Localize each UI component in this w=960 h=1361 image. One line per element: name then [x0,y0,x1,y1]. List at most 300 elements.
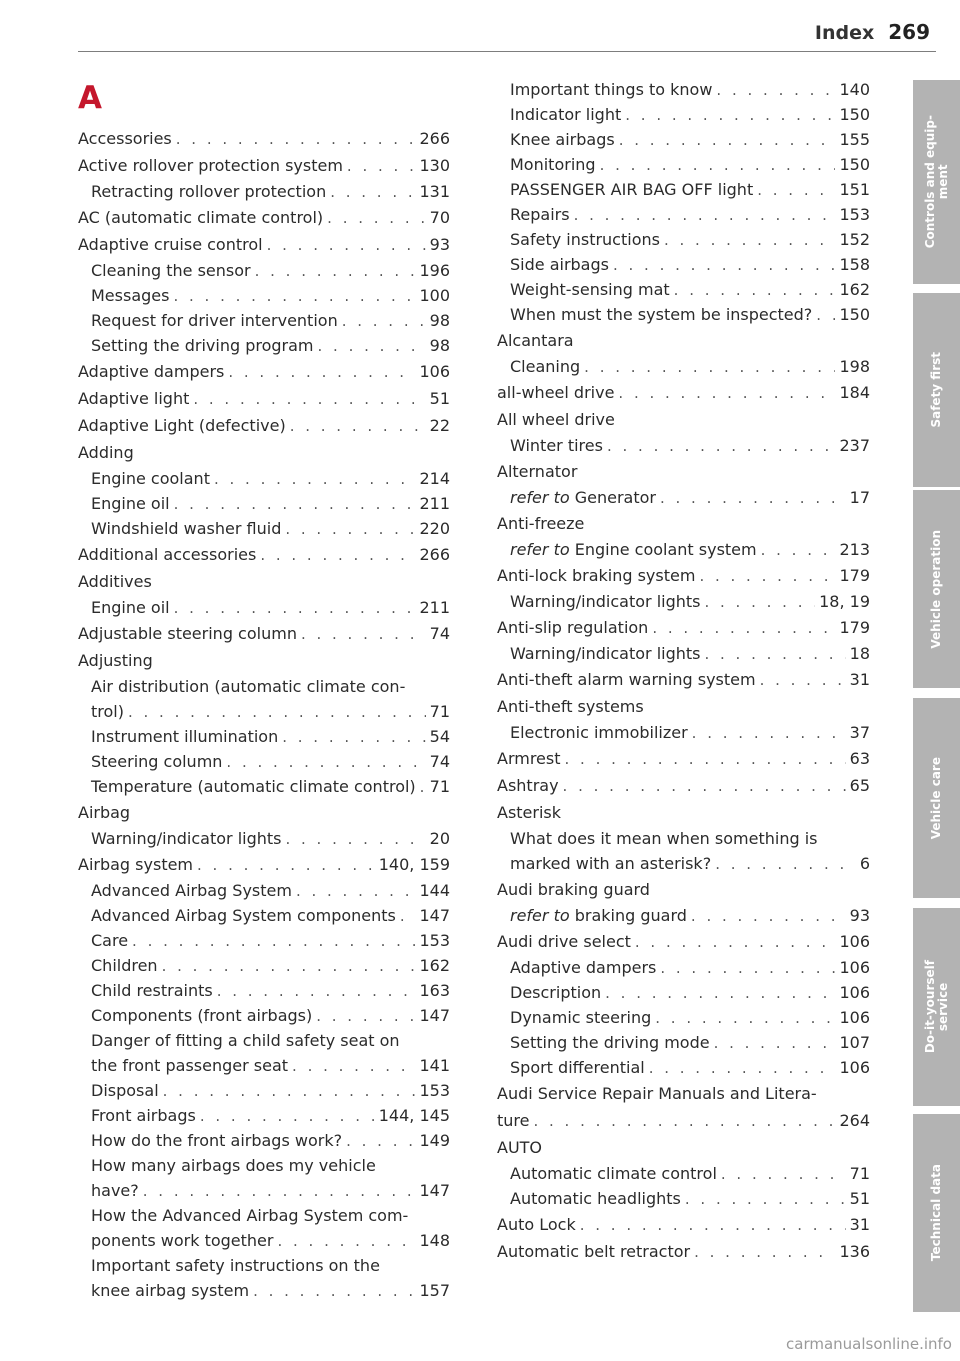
index-entry [497,380,870,406]
entry-label: Automatic climate control [510,1164,717,1183]
index-entry [78,359,450,385]
header-title: Index [814,22,875,44]
index-entry [78,386,450,412]
chapter-tab-label: Controls and equip- ment [922,115,950,249]
entry-label: Winter tires [510,436,603,455]
dot-leader [715,852,856,877]
index-entry [497,1005,870,1030]
chapter-tab[interactable] [913,293,960,487]
header-rule [78,51,936,52]
dot-leader [600,153,836,178]
chapter-tab-label: Safety first [929,352,943,428]
entry-label: Alcantara [497,331,574,350]
index-entry [497,459,870,485]
entry-page: 107 [839,1033,870,1052]
entry-page: 6 [859,854,870,873]
dot-leader [660,486,846,511]
index-entry [78,749,450,774]
entry-page: 31 [849,1215,870,1234]
entry-label: Safety instructions [510,230,660,249]
dot-leader [565,746,846,772]
dot-leader [292,1054,415,1079]
dot-leader [327,205,425,231]
index-entry [497,1239,870,1265]
index-entry [497,1212,870,1238]
entry-page: 153 [419,931,450,950]
entry-label [510,485,656,510]
index-entry [497,328,870,354]
entry-label: Adjustable steering column [78,624,297,643]
dot-leader [619,128,836,153]
entry-label: Electronic immobilizer [510,723,688,742]
entry-page: 74 [429,624,450,643]
index-entry [497,746,870,772]
index-entry [78,1003,450,1028]
index-entry [78,1178,450,1203]
entry-label: Armrest [497,749,561,768]
entry-label: How the Advanced Airbag System com- [91,1206,409,1225]
entry-label: Adaptive dampers [78,362,225,381]
dot-leader [346,1129,415,1154]
entry-page: 211 [419,494,450,513]
entry-page: 106 [839,983,870,1002]
entry-label: How many airbags does my vehicle [91,1156,376,1175]
entry-page: 93 [849,906,870,925]
index-entry [497,667,870,693]
index-entry [78,903,450,928]
dot-leader [400,904,416,929]
cross-reference-prefix: refer to [510,488,570,507]
dot-leader [318,334,426,359]
dot-leader [607,434,835,459]
dot-leader [285,517,415,542]
entry-page: 140 [839,80,870,99]
index-entry [78,1028,450,1053]
entry-label: Additives [78,572,152,591]
entry-page: 152 [839,230,870,249]
entry-label: Side airbags [510,255,609,274]
index-entry [78,1253,450,1278]
entry-page: 93 [429,235,450,254]
dot-leader [674,278,836,303]
dot-leader [694,1239,835,1265]
entry-page: 22 [429,416,450,435]
dot-leader [652,615,835,641]
entry-label: Important things to know [510,80,713,99]
index-entry [78,126,450,152]
index-column-right [497,77,870,1265]
entry-label: Warning/indicator lights [91,829,282,848]
dot-leader [347,153,416,179]
dot-leader [574,203,836,228]
index-entry [497,537,870,562]
dot-leader [816,303,835,328]
dot-leader [200,1104,375,1129]
entry-label: Air distribution (automatic climate con- [91,677,406,696]
dot-leader [282,725,425,750]
index-entry [78,800,450,826]
entry-label: Care [91,931,129,950]
entry-label: Anti-theft systems [497,697,644,716]
entry-label: Alternator [497,462,578,481]
entry-page: 150 [839,155,870,174]
chapter-tab-label: Technical data [929,1164,943,1262]
entry-page: 214 [419,469,450,488]
index-entry [78,1128,450,1153]
index-entry [78,283,450,308]
entry-label: Repairs [510,205,570,224]
index-entry [497,1186,870,1211]
entry-label: How do the front airbags work? [91,1131,343,1150]
entry-label: Disposal [91,1081,159,1100]
index-entry [78,878,450,903]
dot-leader [420,775,426,800]
entry-page: 157 [419,1281,450,1300]
dot-leader [635,929,836,955]
entry-label: Automatic headlights [510,1189,681,1208]
entry-page: 106 [839,1008,870,1027]
entry-page: 17 [849,488,870,507]
entry-label: Asterisk [497,803,562,822]
cross-reference-prefix: refer to [510,540,570,559]
entry-label: Children [91,956,158,975]
dot-leader [316,1004,415,1029]
entry-page: 136 [839,1242,870,1261]
index-entry [78,205,450,231]
entry-page: 141 [419,1056,450,1075]
index-entry [497,1030,870,1055]
entry-label: Steering column [91,752,223,771]
entry-label: Adaptive cruise control [78,235,263,254]
dot-leader [290,413,426,439]
dot-leader [226,750,425,775]
entry-label: Anti-theft alarm warning system [497,670,756,689]
dot-leader [649,1056,836,1081]
dot-leader [267,232,426,258]
entry-label [510,903,687,928]
chapter-tab[interactable] [913,908,960,1106]
index-entry [78,1228,450,1253]
entry-page: 63 [849,749,870,768]
entry-label: trol) [91,702,124,721]
index-entry [497,826,870,851]
entry-label: Anti-lock braking system [497,566,696,585]
chapter-tab-label: Vehicle care [929,756,943,840]
entry-label: Sport differential [510,1058,645,1077]
entry-page: 155 [839,130,870,149]
dot-leader [143,1179,416,1204]
index-entry [78,466,450,491]
index-entry [497,1161,870,1186]
entry-label: Child restraints [91,981,213,1000]
entry-label: Front airbags [91,1106,196,1125]
entry-page: 18 [849,644,870,663]
entry-label: Ashtray [497,776,559,795]
index-entry [497,485,870,510]
entry-label: Components (front airbags) [91,1006,313,1025]
entry-label: Setting the driving program [91,336,314,355]
entry-page: 71 [849,1164,870,1183]
dot-leader [691,904,846,929]
entry-page: 20 [429,829,450,848]
entry-label: Cleaning the sensor [91,261,251,280]
entry-label: PASSENGER AIR BAG OFF light [510,180,754,199]
entry-label: Accessories [78,129,172,148]
index-entry [497,720,870,745]
index-entry [497,694,870,720]
entry-label: When must the system be inspected? [510,305,813,324]
index-entry [78,699,450,724]
index-entry [497,955,870,980]
entry-page: 196 [419,261,450,280]
dot-leader [704,590,815,615]
index-entry [78,179,450,204]
dot-leader [342,309,426,334]
index-entry [78,621,450,647]
index-entry [78,826,450,851]
dot-leader [533,1108,835,1134]
chapter-tab[interactable] [913,80,960,284]
entry-page: 71 [429,777,450,796]
dot-leader [605,981,835,1006]
index-entry [78,569,450,595]
index-entry [78,491,450,516]
index-entry [497,1108,870,1134]
index-entry [78,258,450,283]
page-header [815,20,930,44]
index-entry [497,354,870,379]
dot-leader [174,492,416,517]
chapter-tab[interactable] [913,1114,960,1312]
dot-leader [761,538,836,563]
entry-page: 150 [839,305,870,324]
entry-label: Windshield washer fluid [91,519,282,538]
index-entry [78,1203,450,1228]
entry-label: Temperature (automatic climate control) [91,777,416,796]
entry-label: Airbag [78,803,131,822]
entry-page: 153 [839,205,870,224]
entry-page: 54 [429,727,450,746]
entry-page: 147 [419,1006,450,1025]
index-entry [497,433,870,458]
dot-leader [664,228,835,253]
entry-label: Monitoring [510,155,596,174]
entry-page: 71 [429,702,450,721]
entry-page: 162 [839,280,870,299]
entry-text: Generator [574,488,656,507]
entry-page: 144, 145 [378,1106,450,1125]
dot-leader [660,956,835,981]
index-entry [497,227,870,252]
entry-label: Warning/indicator lights [510,644,701,663]
entry-label: Audi braking guard [497,880,650,899]
dot-leader [296,879,416,904]
index-entry [78,774,450,799]
index-entry [497,773,870,799]
index-entry [497,127,870,152]
index-entry [497,800,870,826]
entry-page: 65 [849,776,870,795]
entry-label: All wheel drive [497,410,615,429]
index-entry [78,674,450,699]
index-entry [78,440,450,466]
dot-leader [760,667,846,693]
entry-label: Adjusting [78,651,153,670]
entry-label: Advanced Airbag System [91,881,292,900]
dot-leader [132,929,415,954]
entry-label: Instrument illumination [91,727,279,746]
index-list-right [497,77,870,1265]
chapter-tab-label: Do-it-yourself service [922,960,950,1054]
entry-page: 147 [419,906,450,925]
entry-page: 149 [419,1131,450,1150]
entry-label: Airbag system [78,855,194,874]
entry-label: Anti-freeze [497,514,585,533]
entry-label: What does it mean when something is [510,829,818,848]
chapter-tab-label: Vehicle operation [929,529,943,649]
entry-label: Anti-slip regulation [497,618,649,637]
index-list-left [78,126,450,1303]
index-entry [497,1055,870,1080]
dot-leader [625,103,835,128]
entry-label: ponents work together [91,1231,274,1250]
entry-label: the front passenger seat [91,1056,289,1075]
entry-label: Engine oil [91,598,170,617]
index-entry [497,615,870,641]
index-entry [497,903,870,928]
entry-label: Auto Lock [497,1215,576,1234]
entry-label: Audi Service Repair Manuals and Litera- [497,1084,817,1103]
entry-label: Active rollover protection system [78,156,343,175]
entry-page: 266 [419,129,450,148]
chapter-tab[interactable] [913,490,960,688]
index-entry [78,542,450,568]
entry-page: 37 [849,723,870,742]
entry-page: 184 [839,383,870,402]
entry-page: 179 [839,618,870,637]
entry-label: Danger of fitting a child safety seat on [91,1031,400,1050]
index-entry [497,877,870,903]
entry-label: all-wheel drive [497,383,615,402]
entry-label: marked with an asterisk? [510,854,712,873]
entry-label: AUTO [497,1138,543,1157]
entry-page: 106 [839,932,870,951]
dot-leader [714,1031,836,1056]
entry-label: Messages [91,286,170,305]
index-entry [78,953,450,978]
dot-leader [613,253,835,278]
entry-page: 51 [429,389,450,408]
index-entry [497,589,870,614]
entry-page: 211 [419,598,450,617]
index-entry [497,102,870,127]
entry-label: AC (automatic climate control) [78,208,324,227]
index-entry [497,152,870,177]
dot-leader [704,642,845,667]
entry-page: 150 [839,105,870,124]
dot-leader [173,284,415,309]
entry-label: Request for driver intervention [91,311,338,330]
dot-leader [277,1229,415,1254]
index-entry [497,77,870,102]
index-entry [78,1278,450,1303]
entry-label: Adaptive light [78,389,190,408]
index-entry [497,252,870,277]
entry-page: 106 [839,1058,870,1077]
entry-page: 130 [419,156,450,175]
index-entry [78,308,450,333]
entry-page: 237 [839,436,870,455]
index-entry [78,1053,450,1078]
entry-label: Dynamic steering [510,1008,652,1027]
dot-leader [228,359,415,385]
dot-leader [721,1162,846,1187]
index-entry [497,202,870,227]
dot-leader [330,180,415,205]
entry-page: 162 [419,956,450,975]
dot-leader [163,1079,416,1104]
entry-label: Adding [78,443,134,462]
index-entry [497,563,870,589]
dot-leader [285,827,425,852]
entry-text: braking guard [574,906,687,925]
entry-page: 106 [419,362,450,381]
section-letter: A [78,80,102,116]
entry-page: 70 [429,208,450,227]
entry-label: ture [497,1111,530,1130]
entry-page: 213 [839,540,870,559]
index-entry [497,980,870,1005]
dot-leader [217,979,416,1004]
entry-label [510,537,757,562]
index-entry [78,516,450,541]
entry-page: 98 [429,311,450,330]
dot-leader [618,380,835,406]
entry-page: 153 [419,1081,450,1100]
entry-page: 151 [839,180,870,199]
entry-page: 74 [429,752,450,771]
dot-leader [716,78,835,103]
dot-leader [260,542,415,568]
index-entry [497,177,870,202]
dot-leader [253,1279,415,1304]
entry-page: 158 [839,255,870,274]
dot-leader [214,467,415,492]
entry-text: Engine coolant system [574,540,757,559]
dot-leader [193,386,425,412]
dot-leader [655,1006,835,1031]
entry-label: Adaptive dampers [510,958,657,977]
entry-page: 131 [419,182,450,201]
dot-leader [255,259,416,284]
index-entry [78,413,450,439]
entry-label: Cleaning [510,357,581,376]
entry-label: Adaptive Light (defective) [78,416,286,435]
entry-page: 220 [419,519,450,538]
entry-page: 147 [419,1181,450,1200]
dot-leader [699,563,835,589]
index-entry [497,929,870,955]
entry-label: Engine coolant [91,469,210,488]
dot-leader [692,721,846,746]
dot-leader [580,1212,846,1238]
chapter-tab[interactable] [913,698,960,898]
entry-page: 148 [419,1231,450,1250]
index-entry [78,978,450,1003]
entry-page: 31 [849,670,870,689]
entry-page: 98 [429,336,450,355]
index-entry [497,1081,870,1107]
